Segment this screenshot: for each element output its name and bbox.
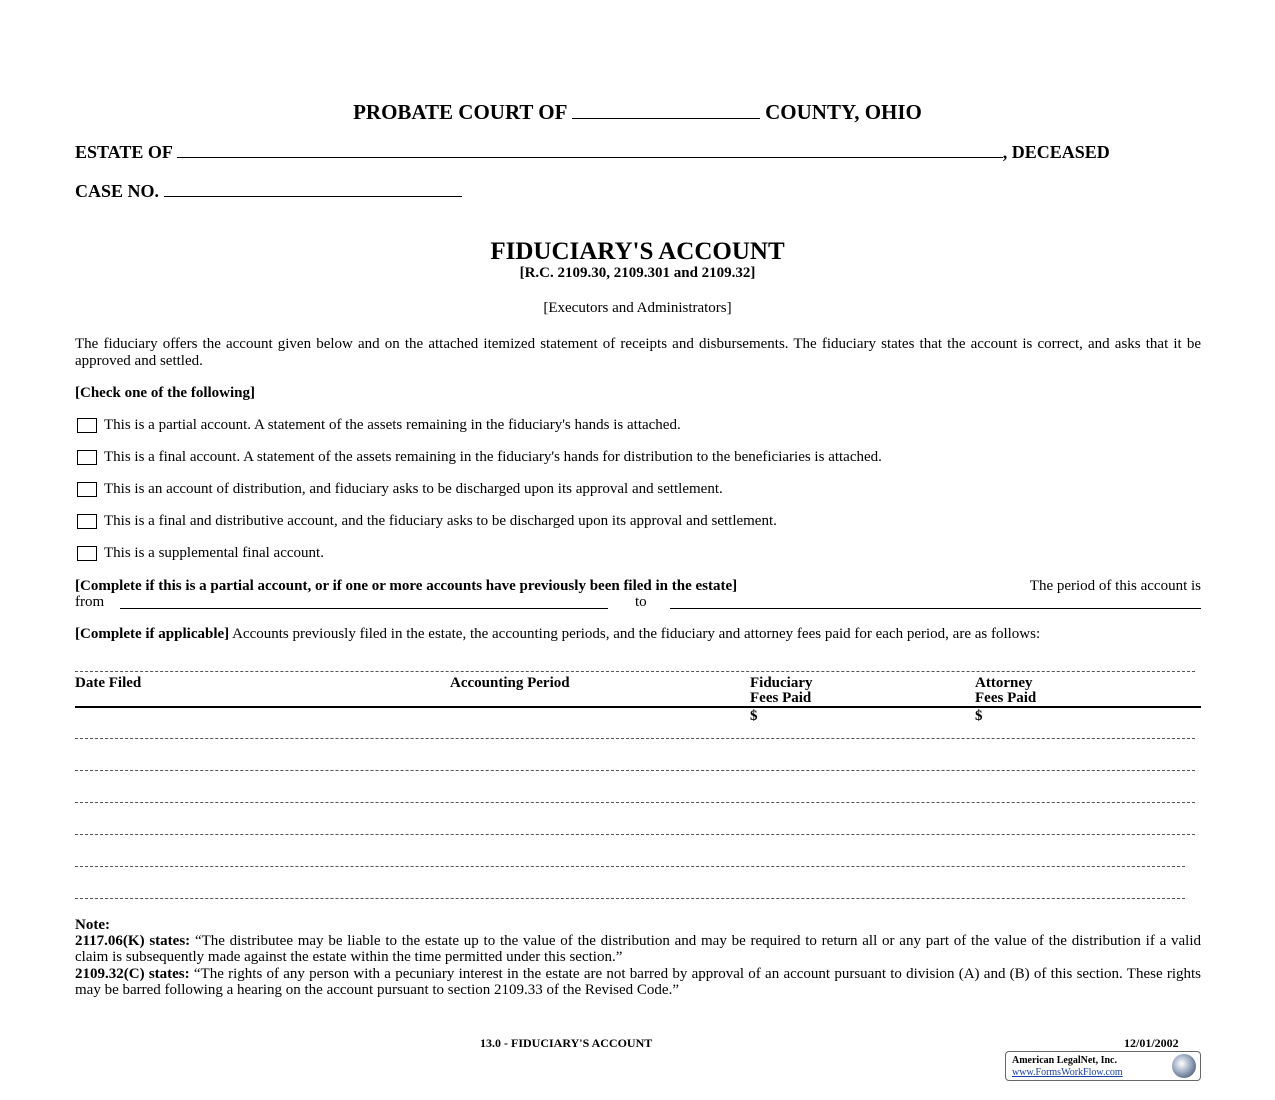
note-2109 (75, 966, 1201, 999)
table-row[interactable] (75, 802, 1195, 803)
attorney-currency: $ (975, 708, 983, 724)
note-2109-text: “The rights of any person with a pecuniary interest in the estate are not barred by approval of an account pursuant to division (A) and (B) of this section. These rights may be barred following a hearing on the account pursuant to section 2109.33 of the Revised Code.” (75, 966, 1202, 999)
col-attorney-line2: Fees Paid (975, 690, 1037, 706)
period-from-field[interactable] (120, 608, 608, 609)
col-accounting-period: Accounting Period (450, 675, 570, 691)
col-fiduciary-line2: Fees Paid (750, 690, 812, 706)
note-label: Note: (75, 917, 110, 933)
american-legalnet-logo (1005, 1051, 1201, 1081)
case-label: CASE NO. (75, 181, 160, 201)
estate-label: ESTATE OF (75, 142, 173, 162)
supplemental-account-checkbox[interactable] (77, 546, 97, 561)
option-label: This is a final account. A statement of the assets remaining in the fiduciary's hands for distribution to the beneficiaries is attached. (104, 449, 882, 465)
col-date-filed: Date Filed (75, 675, 142, 691)
previous-text: Accounts previously filed in the estate, the accounting periods, and the fiduciary and attorney fees paid for each period, are as follows: (232, 626, 1041, 642)
period-paragraph (75, 578, 1201, 595)
deceased-label: , DECEASED (1002, 142, 1110, 162)
col-attorney-fees (975, 676, 1036, 706)
note-2117 (75, 933, 1201, 966)
final-distributive-account-checkbox[interactable] (77, 514, 97, 529)
option-label: This is a final and distributive account, and the fiduciary asks to be discharged upon its approval and settlement. (104, 513, 777, 529)
logo-company-name: American LegalNet, Inc. (1012, 1055, 1117, 1066)
fiduciary-currency: $ (750, 708, 758, 724)
table-row[interactable] (75, 738, 1195, 739)
estate-name-field[interactable] (177, 143, 1003, 158)
form-subtitle: [Executors and Administrators] (543, 300, 732, 316)
check-instruction: [Check one of the following] (75, 385, 255, 401)
form-date: 12/01/2002 (1124, 1036, 1179, 1050)
option-label: This is a supplemental final account. (104, 545, 324, 561)
county-field[interactable] (572, 104, 760, 119)
intro-paragraph: The fiduciary offers the account given below and on the attached itemized statement of receipts and disbursements. The fiduciary states that the account is correct, and asks that it be approved and settled. (75, 336, 1201, 369)
period-to-label: to (635, 594, 647, 610)
note-2117-ref: 2117.06(K) states: (75, 933, 191, 949)
period-instruction: [Complete if this is a partial account, or if one or more accounts have previously been filed in the estate] (75, 578, 738, 594)
court-prefix: PROBATE COURT OF (353, 100, 567, 124)
estate-line (75, 142, 1110, 163)
distribution-account-checkbox[interactable] (77, 482, 97, 497)
case-number-field[interactable] (164, 182, 462, 197)
col-fiduciary-line1: Fiduciary (750, 675, 813, 691)
option-label: This is a partial account. A statement of the assets remaining in the fiduciary's hands is attached. (104, 417, 681, 433)
previous-instruction: [Complete if applicable] (75, 626, 230, 642)
table-row[interactable] (75, 866, 1185, 867)
court-heading (0, 100, 1275, 125)
table-row[interactable] (75, 770, 1195, 771)
period-text: The period of this account is (1029, 578, 1201, 594)
logo-url-link[interactable]: www.FormsWorkFlow.com (1012, 1067, 1123, 1078)
period-from-label: from (75, 594, 105, 610)
col-attorney-line1: Attorney (975, 675, 1033, 691)
statute-reference: [R.C. 2109.30, 2109.301 and 2109.32] (519, 265, 756, 281)
table-header-rule (75, 706, 1201, 708)
globe-icon (1172, 1054, 1196, 1078)
col-fiduciary-fees (750, 676, 813, 706)
option-label: This is an account of distribution, and fiduciary asks to be discharged upon its approval and settlement. (104, 481, 723, 497)
court-suffix: COUNTY, OHIO (765, 100, 922, 124)
period-to-field[interactable] (670, 608, 1201, 609)
table-top-rule (75, 671, 1195, 672)
previous-accounts-paragraph (75, 626, 1201, 643)
table-row[interactable] (75, 834, 1195, 835)
partial-account-checkbox[interactable] (77, 418, 97, 433)
table-row[interactable] (75, 898, 1185, 899)
final-account-checkbox[interactable] (77, 450, 97, 465)
note-2117-text: “The distributee may be liable to the estate up to the value of the distribution and may be required to return all or any part of the value of the distribution if a valid claim is subsequently made against the estate within the time permitted under this section.” (75, 933, 1201, 966)
case-line (75, 181, 462, 202)
form-id: 13.0 - FIDUCIARY'S ACCOUNT (480, 1036, 653, 1050)
note-2109-ref: 2109.32(C) states: (75, 966, 190, 982)
form-title: FIDUCIARY'S ACCOUNT (490, 238, 785, 265)
